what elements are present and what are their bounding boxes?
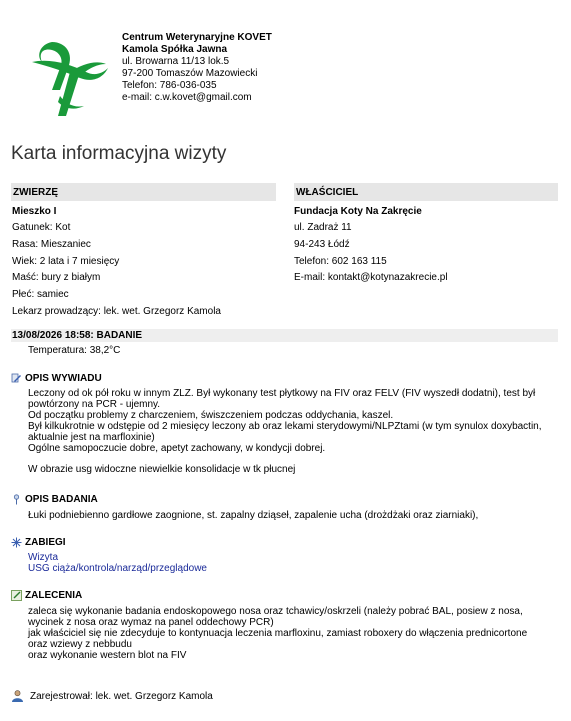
interview-heading bbox=[11, 373, 102, 384]
owner-name: Fundacja Koty Na Zakręcie bbox=[294, 206, 422, 217]
clinic-street: ul. Browarna 11/13 lok.5 bbox=[122, 56, 230, 67]
interview-line: Ogólne samopoczucie dobre, apetyt zachowany, w kondycji dobrej. bbox=[28, 443, 326, 454]
recommendations-heading bbox=[11, 590, 82, 601]
clinic-info bbox=[122, 32, 272, 104]
animal-species: Gatunek: Kot bbox=[12, 222, 71, 233]
animal-breed: Rasa: Mieszaniec bbox=[12, 239, 91, 250]
animal-sex: Płeć: samiec bbox=[12, 289, 69, 300]
clinic-company: Kamola Spółka Jawna bbox=[122, 44, 228, 55]
interview-line: powtórzony na PCR - ujemny. bbox=[28, 399, 161, 410]
owner-header: WŁAŚCICIEL bbox=[294, 183, 558, 201]
exam-heading bbox=[11, 494, 98, 505]
recommendation-line: wycinek z nosa oraz wymaz na panel oddechowy PCR) bbox=[28, 617, 274, 628]
pencil-icon bbox=[11, 373, 22, 384]
interview-title: OPIS WYWIADU bbox=[25, 373, 102, 384]
procedures-heading bbox=[11, 537, 66, 548]
clinic-phone: Telefon: 786-036-035 bbox=[122, 80, 217, 91]
interview-line: Od początku problemy z charczeniem, świszczeniem podczas oddychania, kaszel. bbox=[28, 410, 394, 421]
animal-name: Mieszko I bbox=[12, 206, 57, 217]
visit-header: 13/08/2026 18:58: BADANIE bbox=[11, 329, 558, 342]
procedures-title: ZABIEGI bbox=[25, 537, 66, 548]
registered-by-text: Zarejestrował: lek. wet. Grzegorz Kamola bbox=[30, 690, 213, 702]
exam-text: Łuki podniebienno gardłowe zaognione, st. zapalny dziąseł, zapalenie ucha (drożdżaki oraz ziarniaki), bbox=[28, 510, 479, 521]
procedures-list bbox=[28, 552, 560, 574]
interview-line: Był kilkukrotnie w odstępie od 2 miesięcy leczony ab oraz lekami sterydowymi/NLPZtami (w tym synulox doxybactin, bbox=[28, 421, 542, 432]
recommendation-line: oraz wziewy z nebbudu bbox=[28, 639, 132, 650]
owner-email: E-mail: kontakt@kotynazakrecie.pl bbox=[294, 272, 448, 283]
clinic-city: 97-200 Tomaszów Mazowiecki bbox=[122, 68, 258, 79]
registered-by bbox=[11, 690, 213, 702]
recommendations-title: ZALECENIA bbox=[25, 590, 83, 601]
recommendation-line: zaleca się wykonanie badania endoskopowego nosa oraz tchawicy/oskrzeli (należy pobrać BAL, posiew z nosa, bbox=[28, 606, 523, 617]
clinic-name: Centrum Weterynaryjne KOVET bbox=[122, 32, 272, 43]
recommendation-line: oraz wykonanie western blot na FIV bbox=[28, 650, 187, 661]
interview-line: W obrazie usg widoczne niewielkie konsolidacje w tk płucnej bbox=[28, 464, 296, 475]
document-title: Karta informacyjna wizyty bbox=[11, 143, 227, 164]
user-icon bbox=[11, 690, 24, 702]
procedure-item: Wizyta bbox=[28, 552, 58, 563]
interview-line: aktualnie jest na marfloxinie) bbox=[28, 432, 155, 443]
clinic-email: e-mail: c.w.kovet@gmail.com bbox=[122, 92, 252, 103]
exam-title: OPIS BADANIA bbox=[25, 494, 98, 505]
visit-temperature: Temperatura: 38,2°C bbox=[28, 345, 121, 356]
interview-text bbox=[28, 388, 560, 475]
clinic-logo-icon bbox=[30, 38, 110, 120]
recommendation-line: jak właściciel się nie zdecyduje to kontynuacja leczenia marfloxinu, zamiast roboxery do włączenia prednicortone bbox=[28, 628, 528, 639]
animal-header: ZWIERZĘ bbox=[11, 183, 276, 201]
animal-doctor: Lekarz prowadzący: lek. wet. Grzegorz Kamola bbox=[12, 306, 221, 317]
procedure-item: USG ciąża/kontrola/narząd/przeglądowe bbox=[28, 563, 207, 574]
animal-color: Maść: bury z białym bbox=[12, 272, 101, 283]
recommendations-text bbox=[28, 606, 560, 661]
animal-age: Wiek: 2 lata i 7 miesięcy bbox=[12, 256, 120, 267]
notepad-icon bbox=[11, 590, 22, 601]
pin-icon bbox=[11, 494, 22, 505]
owner-street: ul. Zadraż 11 bbox=[294, 222, 352, 233]
sparkle-icon bbox=[11, 537, 22, 548]
interview-line: Leczony od ok pół roku w innym ZLZ. Był wykonany test płytkowy na FIV oraz FELV (FIV wyszedł dodatni), test był bbox=[28, 388, 536, 399]
owner-phone: Telefon: 602 163 115 bbox=[294, 256, 387, 267]
owner-city: 94-243 Łódź bbox=[294, 239, 350, 250]
